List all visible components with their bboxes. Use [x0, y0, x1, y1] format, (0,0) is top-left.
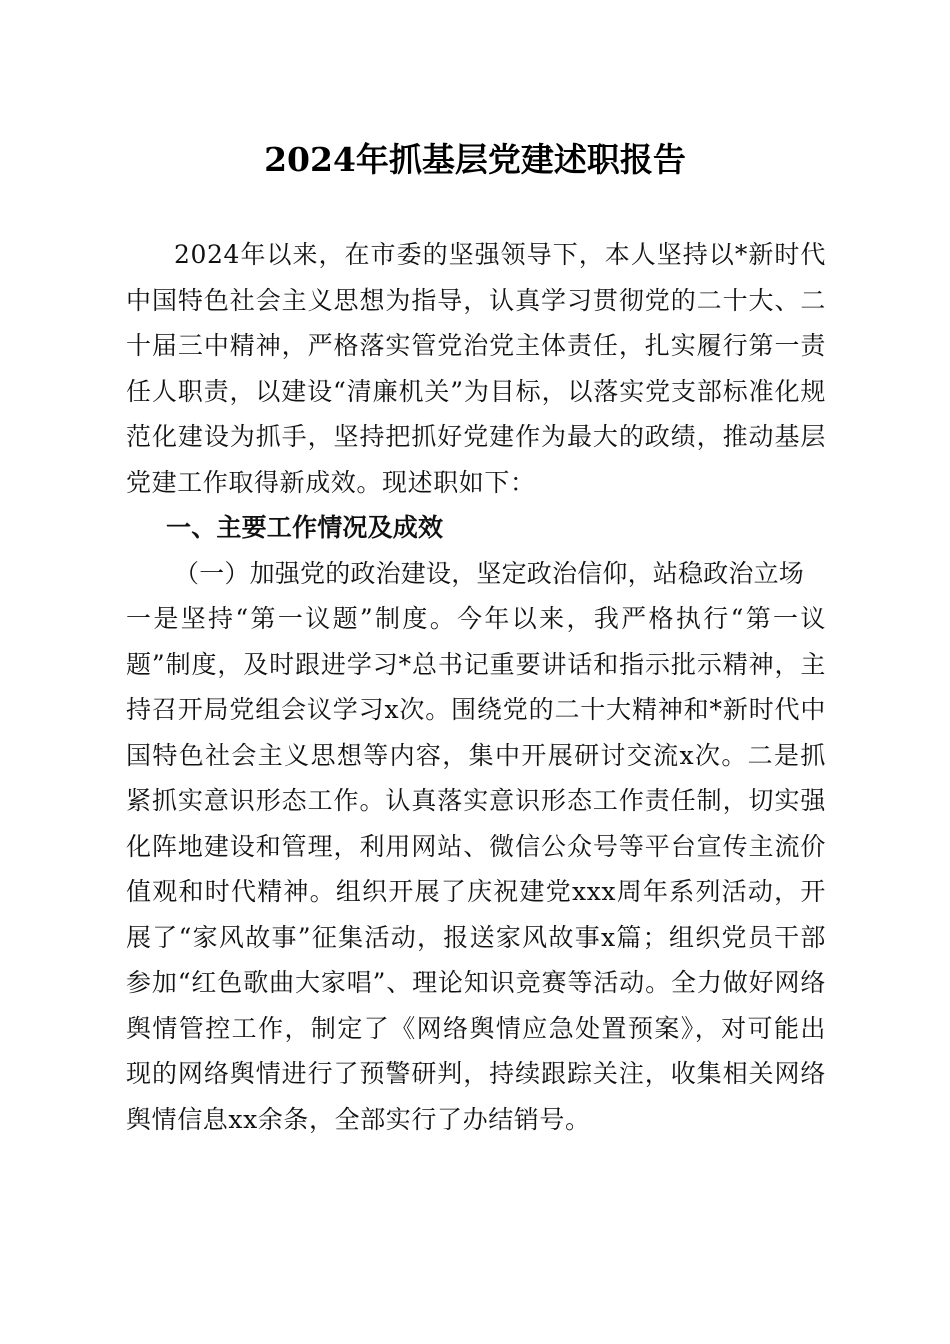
intro-paragraph: 2024年以来，在市委的坚强领导下，本人坚持以*新时代中国特色社会主义思想为指导，认真学习贯彻党的二十大、二十届三中精神，严格落实管党治党主体责任，扎实履行第一责任人职责，以建设“清廉机关”为目标，以落实党支部标准化规范化建设为抓手，坚持把抓好党建作为最大的政绩，推动基层党建工作取得新成效。现述职如下： [126, 240, 826, 497]
subsection-body-paragraph: 一是坚持“第一议题”制度。今年以来，我严格执行“第一议题”制度，及时跟进学习*总书记重要讲话和指示批示精神，主持召开局党组会议学习x次。围绕党的二十大精神和*新时代中国特色社会主义思想等内容，集中开展研讨交流x次。二是抓紧抓实意识形态工作。认真落实意识形态工作责任制，切实强化阵地建设和管理，利用网站、微信公众号等平台宣传主流价值观和时代精神。组织开展了庆祝建党xxx周年系列活动，开展了“家风故事”征集活动，报送家风故事x篇；组织党员干部参加“红色歌曲大家唱”、理论知识竞赛等活动。全力做好网络舆情管控工作，制定了《网络舆情应急处置预案》，对可能出现的网络舆情进行了预警研判，持续跟踪关注，收集相关网络舆情信息xx余条，全部实行了办结销号。 [126, 604, 826, 1134]
section-heading-main-work: 一、主要工作情况及成效 [166, 513, 444, 542]
document-body [126, 232, 826, 1142]
subsection-heading-political-building: （一）加强党的政治建设，坚定政治信仰，站稳政治立场 [174, 558, 805, 588]
document-title: 2024年抓基层党建述职报告 [264, 140, 686, 179]
